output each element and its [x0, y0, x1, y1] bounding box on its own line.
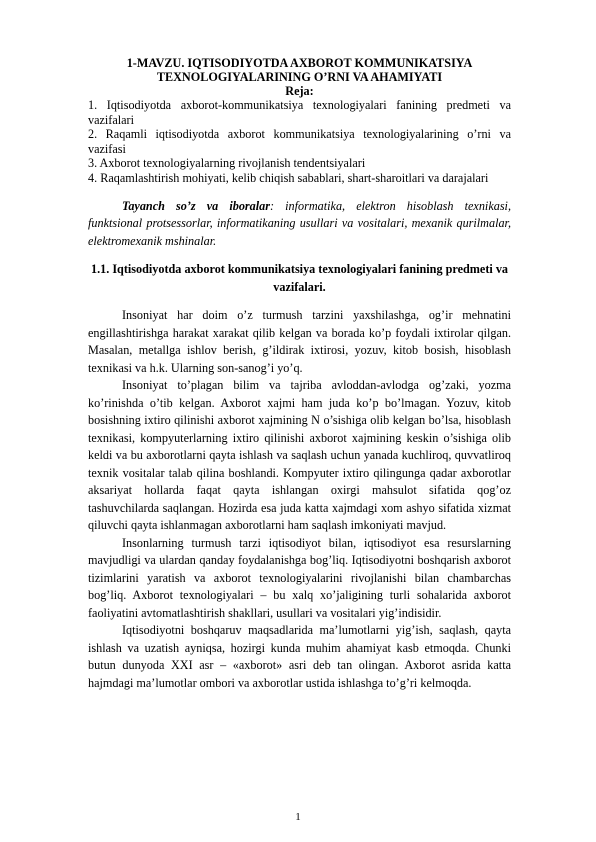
body-paragraph: Insoniyat to’plagan bilim va tajriba avloddan-avlodga og’zaki, yozma ko’rinishda o’tib kelgan. Axborot xajmi ham juda ko’p bo’lmagan. Yozuv, kitob bosishning ixtiro qilinishi axborot xajmining N o’sishiga olib kelgan bo’lsa, hisoblash texnikasi, kompyuterlarning ixtiro qilinishi axborot xajmining keskin o’sishiga olib keldi va bu axborotlarni qayta ishlash va saqlash uchun yanada kuchliroq, quvvatliroq texnik vositalar talab qilina boshlandi. Kompyuter ixtiro qilingunga qadar axborotlar aksariyat hollarda faqat qayta ishlangan oxirgi mahsulot sifatida qog’oz tashuvchilarda saqlangan. Hozirda esa juda katta xajmdagi xom ashyo sifatida xizmat qiluvchi qayta ishlanmagan axborotlarni ham saqlash imkoniyati mavjud. — [88, 378, 511, 533]
keywords-text: : informatika, elektron hisoblash texnikasi, funktsional protsessorlar, informatikaning usullari va vositalari, mexanik qurilmalar, elektromexanik mshinalar. — [88, 198, 511, 248]
plan-item: 1. Iqtisodiyotda axborot-kommunikatsiya texnologiyalari fanining predmeti va vazifalari — [88, 98, 511, 127]
document-title: 1-MAVZU. IQTISODIYOTDA AXBOROT KOMMUNIKATSIYA TEXNOLOGIYALARINING O’RNI VA AHAMIYATI — [126, 56, 473, 84]
plan-list — [88, 98, 511, 186]
plan-item: 3. Axborot texnologiyalarning rivojlanish tendentsiyalari — [88, 156, 366, 171]
section-heading: 1.1. Iqtisodiyotda axborot kommunikatsiya texnologiyalari fanining predmeti va vazifalari. — [90, 262, 509, 294]
body-paragraph: Iqtisodiyotni boshqaruv maqsadlarida ma’lumotlarni yig’ish, saqlash, qayta ishlash va uzatish ayniqsa, hozirgi kunda muhim ahamiyat kasb etmoqda. Chunki butun dunyoda XXI asr – «axborot» asri deb tan olingan. Axborot asrida katta hajmdagi ma’lumotlar ombori va axborotlar ustida ishlashga to’g’ri kelmoqda. — [88, 623, 511, 690]
keywords-label: Tayanch so’z va iboralar — [122, 198, 270, 213]
page-number: 1 — [295, 811, 301, 823]
body-paragraph: Insonlarning turmush tarzi iqtisodiyot bilan, iqtisodiyot esa resurslarning mavjudligi va ulardan qanday foydalanishga bog’liq. Iqtisodiyotni boshqarish axborot tizimlarini yaratish va axborot texnologiyalarini rivojlanishi bilan chambarchas bog’liq. Axborot texnologiyalari – bu xalq xo’jaligining turli sohalarida axborot faoliyatini avtomatlashtirish shakllari, usullari va vositalari yig’indisidir. — [88, 535, 511, 620]
plan-item: 2. Raqamli iqtisodiyotda axborot kommunikatsiya texnologiyalarining o’rni va vazifasi — [88, 127, 511, 156]
keywords-paragraph — [88, 198, 511, 251]
plan-item: 4. Raqamlashtirish mohiyati, kelib chiqish sabablari, shart-sharoitlari va darajalari — [88, 170, 489, 185]
plan-heading: Reja: — [285, 84, 314, 98]
document-page — [88, 56, 511, 692]
body-paragraph: Insoniyat har doim o’z turmush tarzini yaxshilashga, og’ir mehnatini engillashtirishga harakat xarakat qilib kelgan va borada ko’p foydali ixtirolar qilgan. Masalan, metallga ishlov berish, g’ildirak ixtirosi, yozuv, kitob bosish, hisoblash texnikasi va h.k. Ularning son-sanog’i yo’q. — [88, 308, 511, 375]
